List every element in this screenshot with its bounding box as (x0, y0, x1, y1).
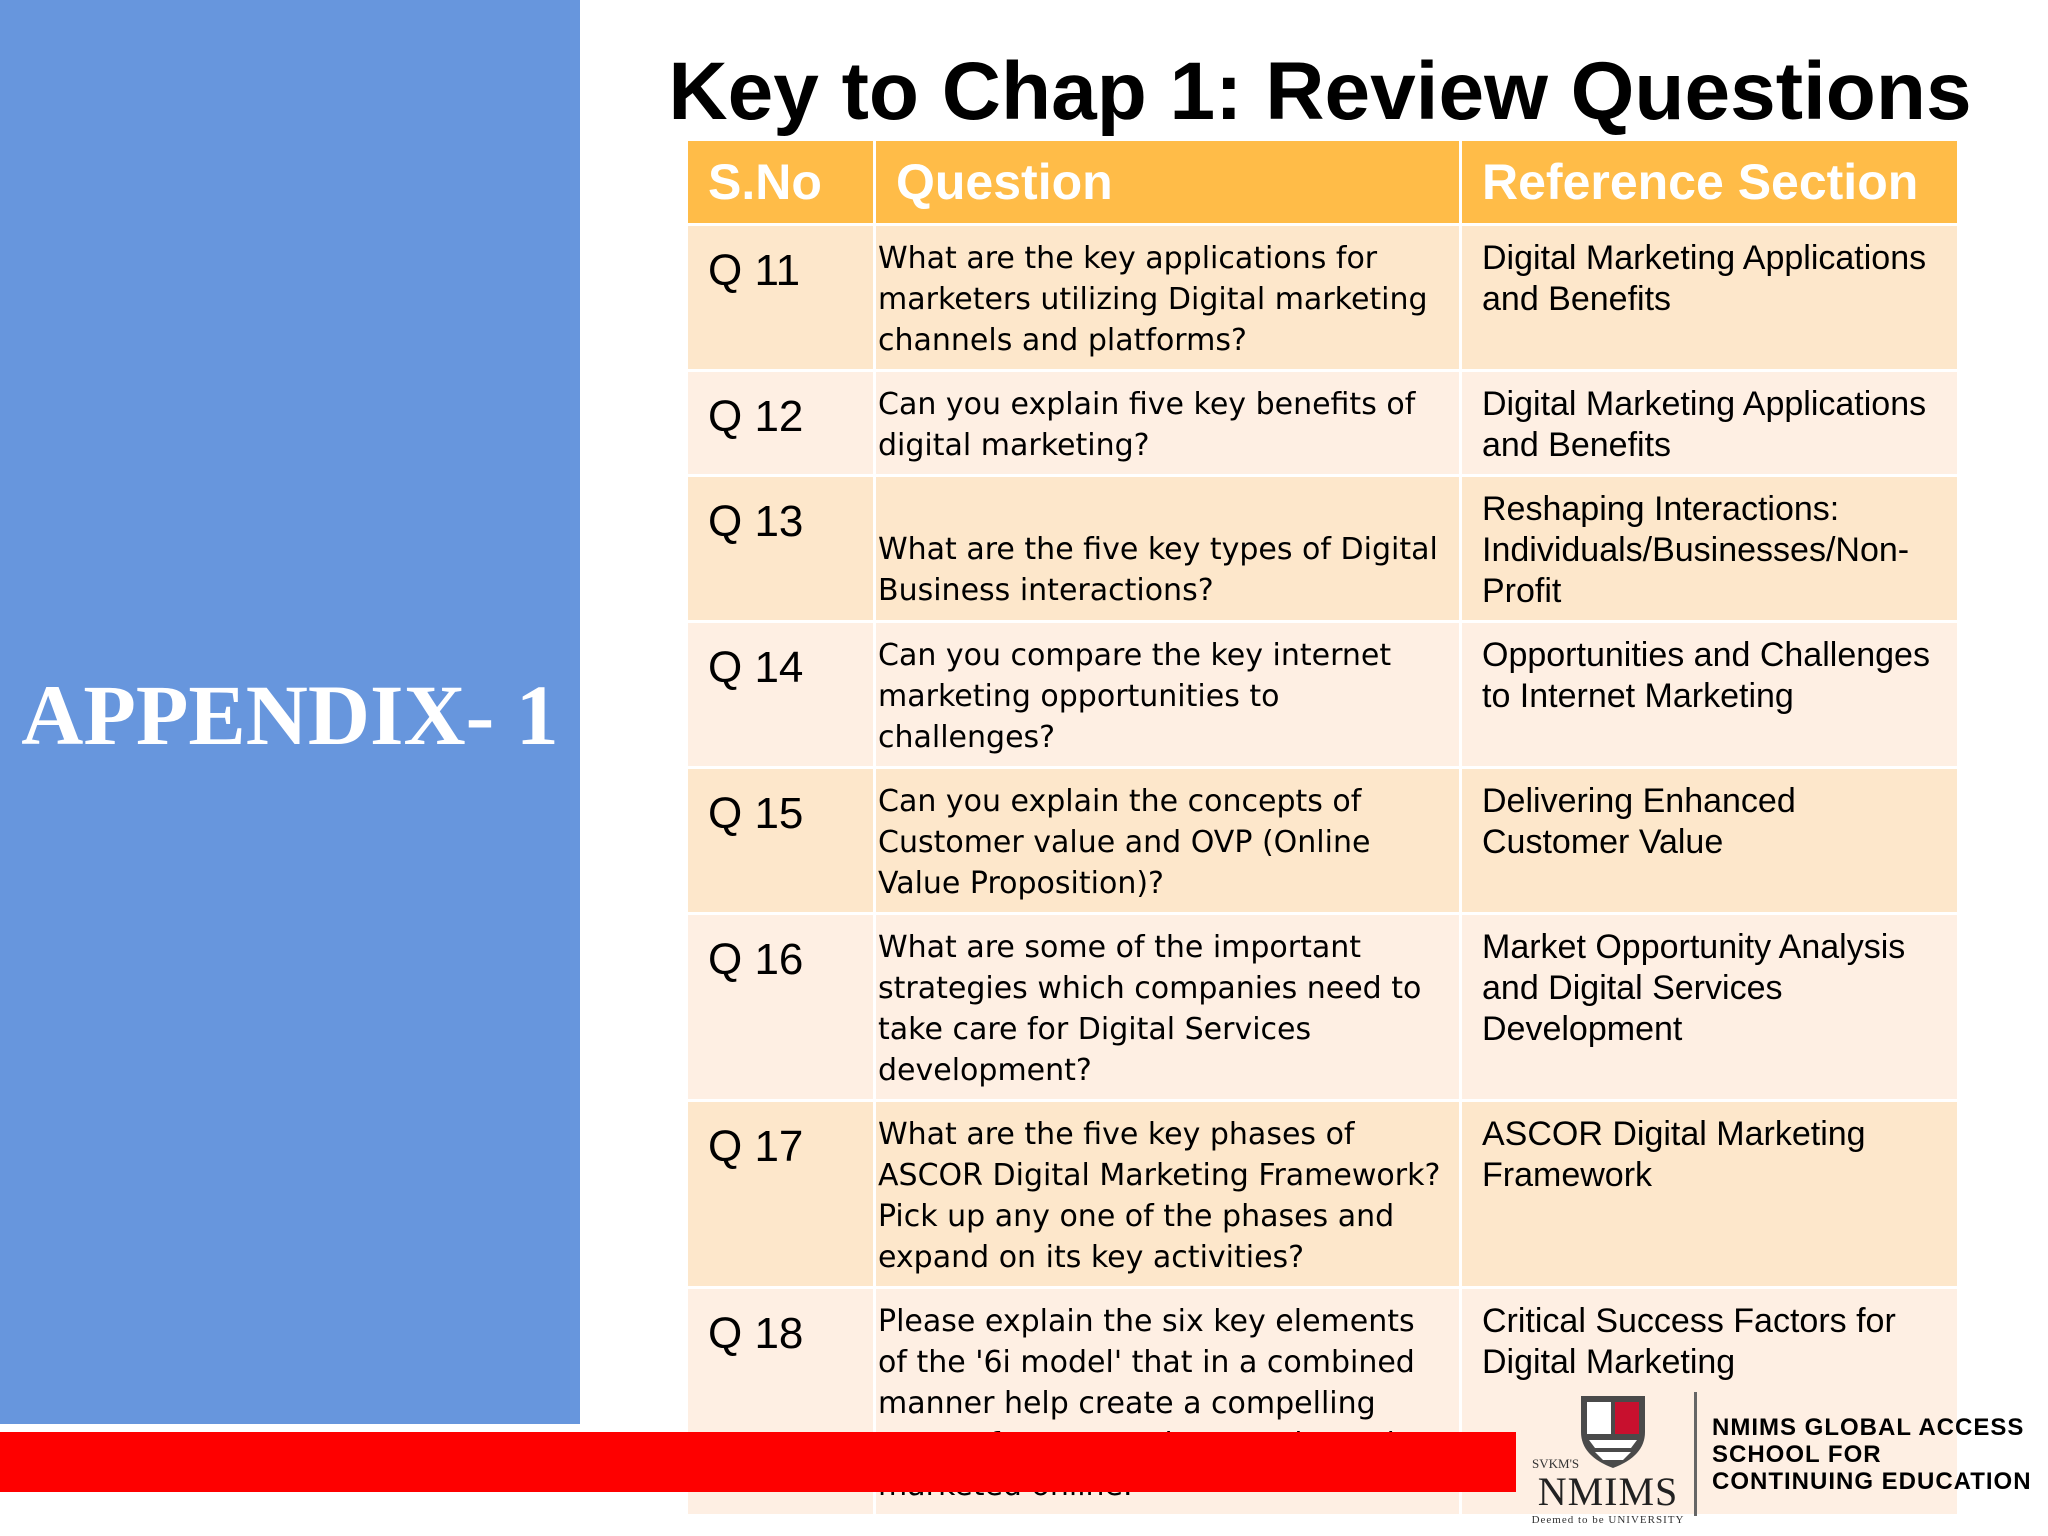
table-row (687, 225, 1959, 371)
school-name (1712, 1414, 2032, 1495)
appendix-title: APPENDIX- 1 (21, 667, 559, 763)
cell-question: Can you explain the concepts of Customer value and OVP (Online Value Proposition)? (875, 768, 1461, 914)
cell-question: What are the key applications for marketers utilizing Digital marketing channels and platforms? (875, 225, 1461, 371)
logo-name-text: NMIMS (1537, 1469, 1679, 1514)
cell-sno: Q 14 (687, 622, 875, 768)
cell-reference: ASCOR Digital Marketing Framework (1461, 1101, 1959, 1288)
cell-reference: Critical Success Factors for Digital Marketing (1461, 1288, 1959, 1516)
nmims-logo (1528, 1390, 1688, 1536)
table-row (687, 914, 1959, 1101)
cell-question: Can you compare the key internet marketing opportunities to challenges? (875, 622, 1461, 768)
cell-reference: Opportunities and Challenges to Internet Marketing (1461, 622, 1959, 768)
cell-reference: Delivering Enhanced Customer Value (1461, 768, 1959, 914)
footer-divider (1694, 1392, 1697, 1516)
cell-sno: Q 13 (687, 476, 875, 622)
cell-reference: Market Opportunity Analysis and Digital Services Development (1461, 914, 1959, 1101)
cell-sno: Q 15 (687, 768, 875, 914)
cell-question: Can you explain five key benefits of digital marketing? (875, 371, 1461, 476)
school-name-line: CONTINUING EDUCATION (1712, 1468, 2032, 1495)
footer-red-bar (0, 1432, 1516, 1492)
cell-question: What are some of the important strategies which companies need to take care for Digital Services development? (875, 914, 1461, 1101)
cell-sno: Q 17 (687, 1101, 875, 1288)
table-header-row (687, 140, 1959, 225)
header-question: Question (875, 140, 1461, 225)
cell-question: Please explain the six key elements of the '6i model' that in a combined manner help create a compelling (875, 1288, 1461, 1516)
logo-svkm-text: SVKM'S (1532, 1456, 1580, 1471)
cell-reference: Digital Marketing Applications and Benefits (1461, 371, 1959, 476)
sidebar-panel (0, 0, 580, 1424)
logo-university-text: Deemed to be UNIVERSITY (1531, 1514, 1685, 1526)
page-title: Key to Chap 1: Review Questions (668, 46, 1972, 137)
table-row (687, 768, 1959, 914)
school-name-line: NMIMS GLOBAL ACCESS (1712, 1414, 2025, 1441)
header-sno: S.No (687, 140, 875, 225)
cell-question: What are the five key phases of ASCOR Digital Marketing Framework? Pick up any one of the phases and expand on its key activities? (875, 1101, 1461, 1288)
cell-reference: Digital Marketing Applications and Benefits (1461, 225, 1959, 371)
crest-icon (1573, 1390, 1653, 1472)
table-row (687, 1101, 1959, 1288)
table-row (687, 622, 1959, 768)
cell-sno: Q 12 (687, 371, 875, 476)
header-reference: Reference Section (1461, 140, 1959, 225)
school-name-line: SCHOOL FOR (1712, 1441, 1882, 1468)
cell-sno: Q 18 (687, 1288, 875, 1516)
table-row (687, 371, 1959, 476)
cell-question: What are the five key types of Digital Business interactions? (875, 476, 1461, 622)
cell-reference: Reshaping Interactions: Individuals/Businesses/Non-Profit (1461, 476, 1959, 622)
review-questions-table (685, 138, 1960, 1517)
table-row (687, 476, 1959, 622)
cell-sno: Q 16 (687, 914, 875, 1101)
cell-sno: Q 11 (687, 225, 875, 371)
